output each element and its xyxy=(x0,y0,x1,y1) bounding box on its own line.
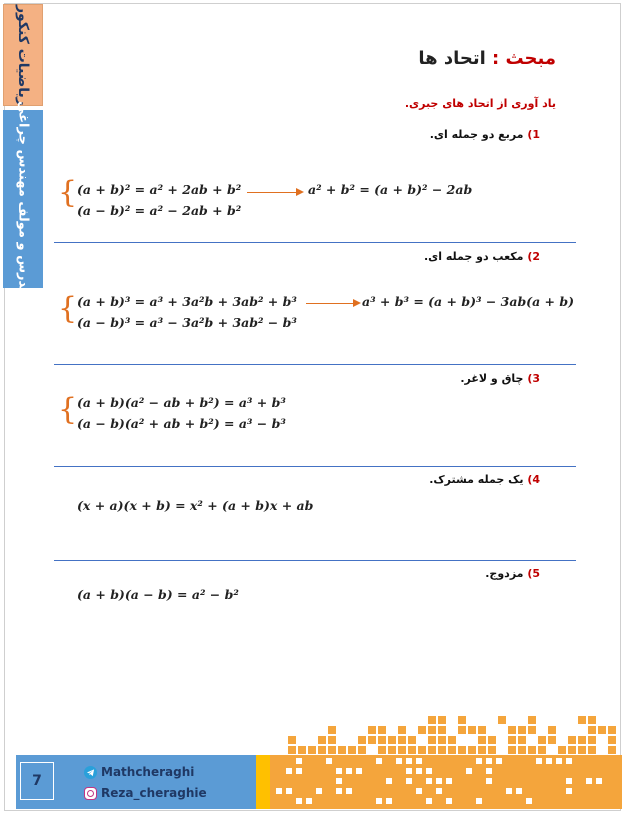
mosaic-tile xyxy=(528,716,536,724)
mosaic-tile xyxy=(368,726,376,734)
section-heading-5 xyxy=(485,567,540,580)
footer-pattern-tile xyxy=(566,758,572,764)
section-divider xyxy=(54,242,576,243)
mosaic-tile xyxy=(298,746,306,754)
mosaic-tile xyxy=(288,736,296,744)
mosaic-tile xyxy=(478,736,486,744)
mosaic-tile xyxy=(318,736,326,744)
footer-pattern-tile xyxy=(356,768,362,774)
mosaic-tile xyxy=(588,726,596,734)
footer-pattern-tile xyxy=(546,758,552,764)
footer-pattern-tile xyxy=(396,758,402,764)
footer-pattern-tile xyxy=(496,758,502,764)
footer-pattern-tile xyxy=(346,788,352,794)
mosaic-tile xyxy=(608,736,616,744)
mosaic-tile xyxy=(538,736,546,744)
telegram-handle: Mathcheraghi xyxy=(101,765,195,779)
mosaic-tile xyxy=(458,746,466,754)
footer-pattern-tile xyxy=(506,788,512,794)
footer-pattern-tile xyxy=(436,778,442,784)
mosaic-tile xyxy=(608,726,616,734)
mosaic-tile xyxy=(528,726,536,734)
page-number: 7 xyxy=(20,762,54,800)
footer-pattern-tile xyxy=(476,798,482,804)
mosaic-tile xyxy=(378,746,386,754)
footer-pattern-tile xyxy=(296,798,302,804)
mosaic-tile xyxy=(368,736,376,744)
mosaic-tile xyxy=(438,746,446,754)
footer-pattern-tile xyxy=(296,768,302,774)
mosaic-tile xyxy=(518,726,526,734)
mosaic-tile xyxy=(348,746,356,754)
section-title: مکعب دو جمله ای. xyxy=(423,250,528,263)
section-title: یک جمله مشترک. xyxy=(429,473,528,486)
mosaic-tile xyxy=(468,746,476,754)
mosaic-tile xyxy=(398,736,406,744)
footer-pattern-tile xyxy=(336,768,342,774)
footer-pattern-tile xyxy=(476,758,482,764)
left-brace: { xyxy=(58,175,78,210)
mosaic-tile xyxy=(538,746,546,754)
mosaic-tile xyxy=(478,726,486,734)
mosaic-tile xyxy=(578,746,586,754)
left-brace: { xyxy=(58,291,78,326)
mosaic-tile xyxy=(408,736,416,744)
mosaic-tile xyxy=(588,736,596,744)
mosaic-tile xyxy=(548,736,556,744)
footer-pattern-tile xyxy=(386,798,392,804)
section-number: 3) xyxy=(527,372,540,385)
formula-square-sum: (a + b)² = a² + 2ab + b² xyxy=(77,182,242,197)
left-brace: { xyxy=(58,392,78,427)
mosaic-tile xyxy=(498,716,506,724)
mosaic-tile xyxy=(548,726,556,734)
mosaic-tile xyxy=(398,726,406,734)
mosaic-tile xyxy=(418,726,426,734)
formula-cube-sum: (a + b)³ = a³ + 3a²b + 3ab² + b³ xyxy=(77,294,297,309)
mosaic-tile xyxy=(308,746,316,754)
mosaic-tile xyxy=(378,736,386,744)
mosaic-tile xyxy=(408,746,416,754)
mosaic-tile xyxy=(558,746,566,754)
mosaic-tile xyxy=(578,716,586,724)
section-heading-4 xyxy=(429,473,540,486)
mosaic-tile xyxy=(388,736,396,744)
footer-pattern-tile xyxy=(326,758,332,764)
instagram-icon xyxy=(84,787,97,800)
arrow-icon xyxy=(306,303,354,304)
footer-pattern-tile xyxy=(306,798,312,804)
formula-sum-of-cubes: (a + b)(a² − ab + b²) = a³ + b³ xyxy=(77,395,286,410)
mosaic-tile xyxy=(428,726,436,734)
mosaic-tile xyxy=(458,726,466,734)
footer-pattern-tile xyxy=(346,768,352,774)
footer-pattern-tile xyxy=(526,798,532,804)
formula-square-diff: (a − b)² = a² − 2ab + b² xyxy=(77,203,242,218)
footer-pattern-tile xyxy=(566,778,572,784)
page-title-text: اتحاد ها xyxy=(418,48,493,69)
footer-pattern-tile xyxy=(336,778,342,784)
mosaic-tile xyxy=(378,726,386,734)
mosaic-tile xyxy=(488,736,496,744)
mosaic-tile xyxy=(458,716,466,724)
section-heading-2 xyxy=(424,250,540,263)
footer-pattern-tile xyxy=(286,768,292,774)
section-heading-1 xyxy=(430,128,540,141)
mosaic-tile xyxy=(328,726,336,734)
mosaic-tile xyxy=(428,716,436,724)
mosaic-tile xyxy=(438,736,446,744)
formula-cube-result: a³ + b³ = (a + b)³ − 3ab(a + b) xyxy=(362,294,575,309)
section-number: 5) xyxy=(527,567,540,580)
section-divider xyxy=(54,364,576,365)
mosaic-tile xyxy=(428,736,436,744)
footer-pattern-tile xyxy=(486,778,492,784)
mosaic-tile xyxy=(518,746,526,754)
mosaic-tile xyxy=(508,736,516,744)
section-title: مزدوج. xyxy=(485,567,528,580)
footer-pattern-tile xyxy=(406,778,412,784)
footer-pattern-tile xyxy=(446,798,452,804)
footer-accent xyxy=(256,755,270,809)
side-tab-subject xyxy=(3,4,43,106)
footer-pattern-tile xyxy=(406,768,412,774)
formula-diff-of-cubes: (a − b)(a² + ab + b²) = a³ − b³ xyxy=(77,416,286,431)
footer-pattern-tile xyxy=(556,758,562,764)
footer-pattern-tile xyxy=(376,798,382,804)
formula-cube-diff: (a − b)³ = a³ − 3a²b + 3ab² − b³ xyxy=(77,315,297,330)
page-title xyxy=(418,48,556,69)
side-tab-author-label: مدرس و مولف مهندس چراغی xyxy=(15,101,31,297)
mosaic-tile xyxy=(608,746,616,754)
mosaic-tile xyxy=(488,746,496,754)
formula-square-result: a² + b² = (a + b)² − 2ab xyxy=(308,182,473,197)
mosaic-tile xyxy=(358,746,366,754)
mosaic-tile xyxy=(418,746,426,754)
section-title: مربع دو جمله ای. xyxy=(429,128,528,141)
footer-pattern-tile xyxy=(436,788,442,794)
page-title-label: مبحث : xyxy=(492,48,556,69)
mosaic-tile xyxy=(478,746,486,754)
section-divider xyxy=(54,560,576,561)
mosaic-tile xyxy=(338,746,346,754)
footer-pattern-tile xyxy=(276,788,282,794)
footer-pattern-tile xyxy=(296,758,302,764)
footer-pattern-tile xyxy=(286,788,292,794)
footer-pattern-tile xyxy=(566,788,572,794)
footer-pattern-tile xyxy=(426,768,432,774)
mosaic-tile xyxy=(398,746,406,754)
mosaic-tile xyxy=(528,746,536,754)
footer-pattern-tile xyxy=(416,768,422,774)
footer-pattern-tile xyxy=(386,778,392,784)
section-heading-3 xyxy=(460,372,540,385)
formula-common-term: (x + a)(x + b) = x² + (a + b)x + ab xyxy=(77,498,314,513)
formula-conjugate: (a + b)(a − b) = a² − b² xyxy=(77,587,239,602)
section-number: 4) xyxy=(527,473,540,486)
mosaic-tile xyxy=(448,736,456,744)
arrow-icon xyxy=(247,192,297,193)
mosaic-tile xyxy=(438,716,446,724)
footer-pattern-tile xyxy=(416,788,422,794)
mosaic-tile xyxy=(598,726,606,734)
footer-pattern-tile xyxy=(596,778,602,784)
telegram-icon xyxy=(84,766,97,779)
side-tab-author xyxy=(3,101,43,297)
footer-pattern-tile xyxy=(336,788,342,794)
mosaic-tile xyxy=(388,746,396,754)
mosaic-tile xyxy=(508,746,516,754)
footer-pattern-tile xyxy=(446,778,452,784)
side-tab-subject-label: ریاضیات کنکور xyxy=(15,4,31,106)
mosaic-tile xyxy=(568,746,576,754)
section-divider xyxy=(54,466,576,467)
section-title: چاق و لاغر. xyxy=(460,372,528,385)
telegram-link[interactable] xyxy=(84,765,194,779)
footer-pattern-tile xyxy=(486,768,492,774)
mosaic-tile xyxy=(518,736,526,744)
mosaic-tile xyxy=(578,736,586,744)
mosaic-tile xyxy=(328,746,336,754)
page-subtitle: یاد آوری از اتحاد های جبری. xyxy=(404,97,556,110)
section-number: 2) xyxy=(527,250,540,263)
footer-pattern-tile xyxy=(536,758,542,764)
footer-pattern-tile xyxy=(376,758,382,764)
mosaic-tile xyxy=(588,746,596,754)
mosaic-tile xyxy=(588,716,596,724)
mosaic-tile xyxy=(448,746,456,754)
footer-pattern-tile xyxy=(516,788,522,794)
mosaic-tile xyxy=(358,736,366,744)
footer-pattern-tile xyxy=(486,758,492,764)
footer-pattern-tile xyxy=(586,778,592,784)
footer-pattern-tile xyxy=(426,778,432,784)
mosaic-tile xyxy=(328,736,336,744)
mosaic-tile xyxy=(428,746,436,754)
mosaic-tile xyxy=(318,746,326,754)
footer-pattern-tile xyxy=(466,768,472,774)
mosaic-tile xyxy=(288,746,296,754)
footer-pattern-tile xyxy=(316,788,322,794)
mosaic-tile xyxy=(508,726,516,734)
footer-pattern-tile xyxy=(406,758,412,764)
footer-pattern-tile xyxy=(426,798,432,804)
footer-pattern-tile xyxy=(416,758,422,764)
mosaic-tile xyxy=(438,726,446,734)
mosaic-tile xyxy=(468,726,476,734)
instagram-link[interactable] xyxy=(84,786,207,800)
section-number: 1) xyxy=(527,128,540,141)
mosaic-tile xyxy=(568,736,576,744)
instagram-handle: Reza_cheraghie xyxy=(101,786,207,800)
